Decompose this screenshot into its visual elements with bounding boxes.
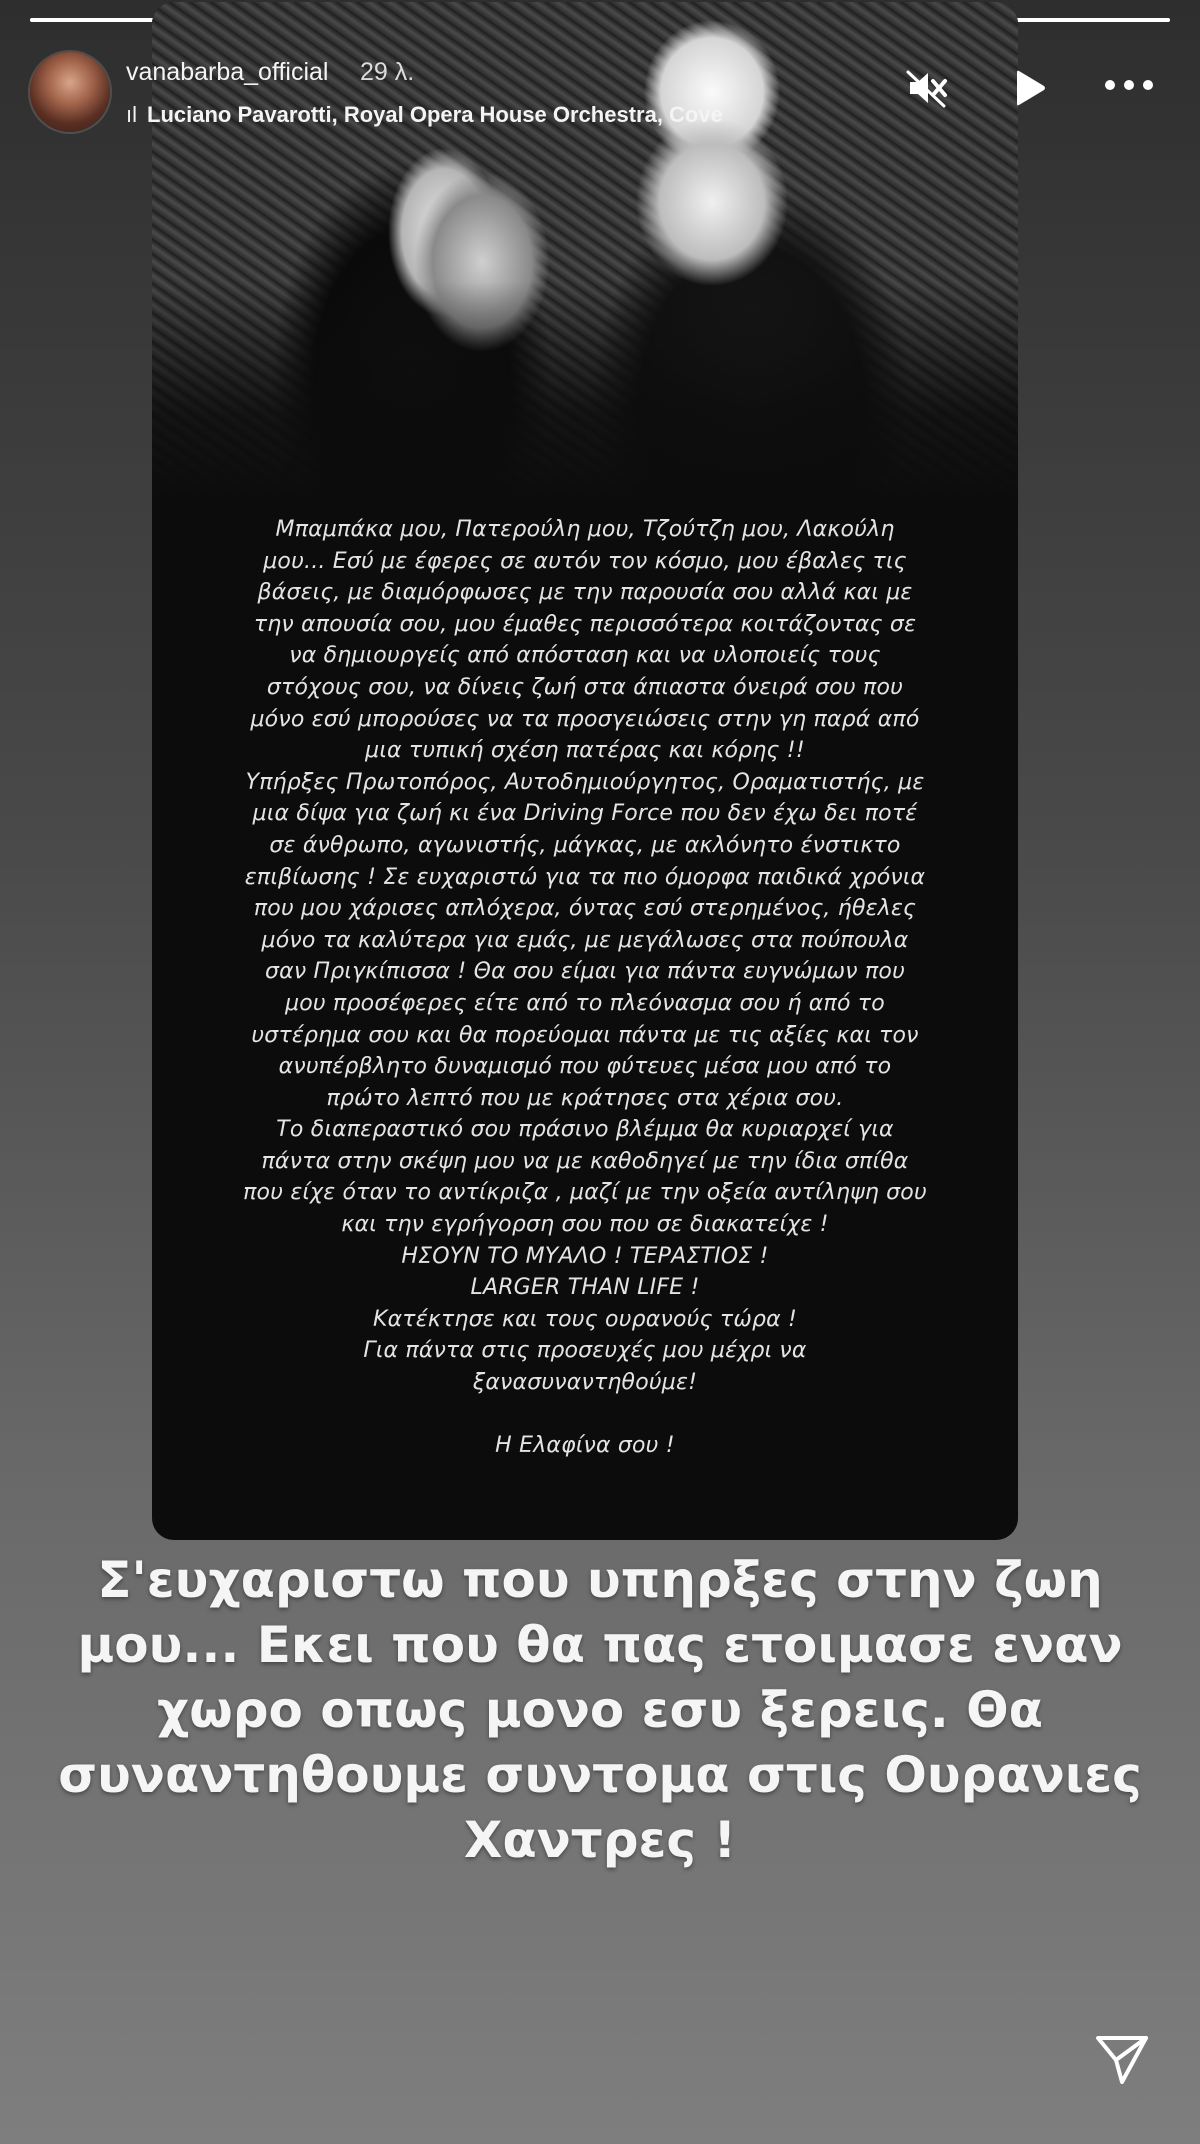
- letter-line: ξανασυναντηθούμε!: [472, 1370, 698, 1396]
- caption-line: μου... Εκει που θα πας ετοιμασε εναν: [77, 1616, 1123, 1674]
- caption-line: Σ'ευχαριστω που υπηρξες στην ζωη: [97, 1551, 1103, 1609]
- letter-line: και την εγρήγορση σου που σε διακατείχε !: [341, 1212, 829, 1238]
- letter-line: στόχους σου, να δίνεις ζωή στα άπιαστα όνειρά σου που: [266, 674, 904, 700]
- story-image-card: [152, 2, 1018, 1540]
- letter-line: σαν Πριγκίπισσα ! Θα σου είμαι για πάντα ευγνώμων που: [264, 959, 906, 985]
- caption-line: συναντηθουμε συντομα στις Ουρανιες: [58, 1746, 1142, 1804]
- music-track-label: Luciano Pavarotti, Royal Opera House Orchestra, Cove: [147, 102, 723, 127]
- letter-line: ανυπέρβλητο δυναμισμό που φύτευες μέσα μου από το: [278, 1054, 892, 1080]
- letter-line: σε άνθρωπο, αγωνιστής, μάγκας, με ακλόνητο ένστικτο: [269, 832, 901, 858]
- letter-line: επιβίωσης ! Σε ευχαριστώ για τα πιο όμορφα παιδικά χρόνια: [244, 864, 926, 890]
- letter-line: ΗΣΟΥΝ ΤΟ ΜΥΑΛΟ ! ΤΕΡΑΣΤΙΟΣ !: [401, 1243, 769, 1269]
- letter-line: μου... Εσύ με έφερες σε αυτόν τον κόσμο, μου έβαλες τις: [263, 548, 907, 574]
- letter-text: [172, 514, 998, 1462]
- send-icon[interactable]: [1092, 2030, 1152, 2090]
- letter-line: βάσεις, με διαμόρφωσες με την παρουσία σου αλλά και με: [257, 580, 913, 606]
- letter-line: υστέρημα σου και θα πορεύομαι πάντα με τις αξίες και τον: [251, 1022, 919, 1048]
- caption-line: χωρο οπως μονο εσυ ξερεις. Θα: [157, 1681, 1043, 1739]
- letter-line: Υπήρξες Πρωτοπόρος, Αυτοδημιούργητος, Οραματιστής, με: [245, 769, 925, 795]
- mute-icon[interactable]: [904, 66, 948, 110]
- music-bars-icon: ıl: [126, 102, 137, 127]
- letter-line: [172, 1399, 998, 1431]
- music-attribution[interactable]: [126, 102, 723, 128]
- letter-line: Η Ελαφίνα σου !: [495, 1433, 675, 1459]
- story-caption: [30, 1548, 1170, 1873]
- avatar[interactable]: [30, 52, 110, 132]
- letter-line: να δημιουργείς από απόσταση και να υλοποιείς τους: [289, 643, 881, 669]
- story-timestamp: 29 λ.: [360, 58, 415, 86]
- play-icon[interactable]: [1006, 66, 1050, 110]
- letter-line: πρώτο λεπτό που με κράτησες στα χέρια σου.: [326, 1085, 844, 1111]
- letter-line: μια τυπική σχέση πατέρας και κόρης !!: [365, 738, 805, 764]
- letter-line: που μου χάρισες απλόχερα, όντας εσύ στερημένος, ήθελες: [253, 896, 917, 922]
- letter-line: μόνο τα καλύτερα για εμάς, με μεγάλωσες στα πούπουλα: [261, 927, 909, 953]
- letter-line: Το διαπεραστικό σου πράσινο βλέμμα θα κυριαρχεί για: [276, 1117, 894, 1143]
- username[interactable]: vanabarba_official: [126, 58, 329, 86]
- letter-line: την απουσία σου, μου έμαθες περισσότερα κοιτάζοντας σε: [253, 611, 917, 637]
- letter-line: Κατέκτησε και τους ουρανούς τώρα !: [372, 1306, 798, 1332]
- letter-line: πάντα στην σκέψη μου να με καθοδηγεί με την ίδια σπίθα: [261, 1148, 909, 1174]
- letter-line: LARGER THAN LIFE !: [470, 1275, 700, 1301]
- letter-line: που είχε όταν το αντίκριζα , μαζί με την οξεία αντίληψη σου: [243, 1180, 927, 1206]
- more-icon[interactable]: [1102, 70, 1156, 100]
- caption-line: Χαντρες !: [463, 1811, 737, 1869]
- story-header: [30, 46, 1170, 136]
- letter-line: Μπαμπάκα μου, Πατερούλη μου, Τζούτζη μου, Λακούλη: [275, 517, 895, 542]
- letter-line: μια δίψα για ζωή κι ένα Driving Force που δεν έχω δει ποτέ: [252, 801, 918, 827]
- letter-line: Για πάντα στις προσευχές μου μέχρι να: [363, 1338, 807, 1364]
- letter-line: μου προσέφερες είτε από το πλεόνασμα σου ή από το: [285, 990, 885, 1016]
- letter-line: μόνο εσύ μπορούσες να τα προσγειώσεις στην γη παρά από: [250, 706, 920, 732]
